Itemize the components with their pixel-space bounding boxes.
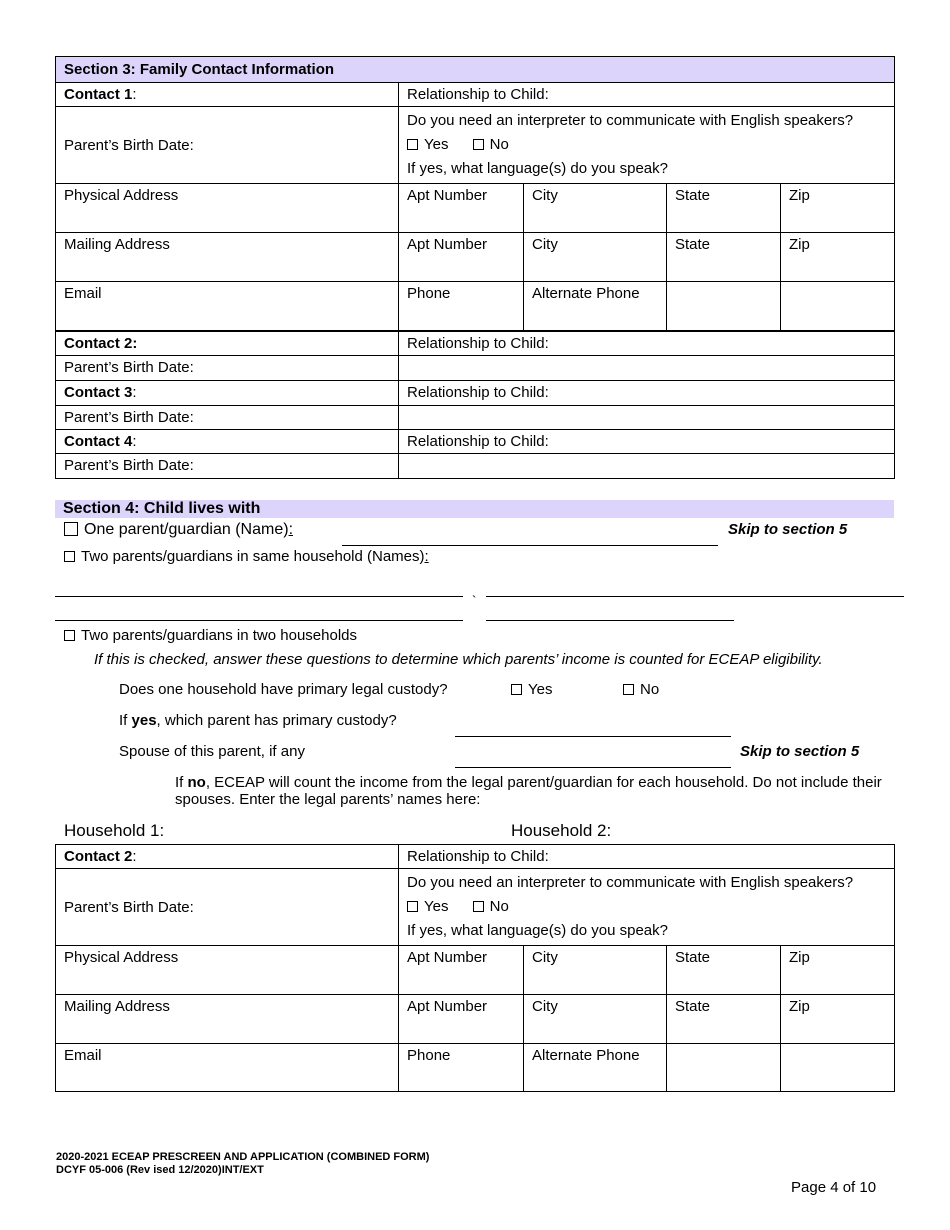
language-question: If yes, what language(s) do you speak? xyxy=(407,160,668,177)
income-instruction: If this is checked, answer these questions to determine which parents’ income is counted for ECEAP eligibility. xyxy=(94,651,823,668)
mailing-city-field[interactable]: City xyxy=(524,233,667,282)
parent-name-line-2[interactable] xyxy=(486,596,904,597)
footer-form-title: 2020-2021 ECEAP PRESCREEN AND APPLICATION (COMBINED FORM) xyxy=(56,1151,430,1163)
parent-name-line-4[interactable] xyxy=(486,620,734,621)
one-parent-option: One parent/guardian (Name): xyxy=(64,521,293,539)
physical-apt-field[interactable]: Apt Number xyxy=(399,184,524,233)
hh-interpreter-cell: Do you need an interpreter to communicate with English speakers? Yes No If yes, what language(s) do you speak? xyxy=(399,869,895,946)
hh-mailing-zip-field[interactable]: Zip xyxy=(781,995,895,1044)
hh-email-field[interactable]: Email xyxy=(56,1044,399,1092)
household-contact-table xyxy=(55,844,895,1092)
household2-label: Household 2: xyxy=(511,821,612,840)
skip-to-section5-link: Skip to section 5 xyxy=(728,521,848,538)
family-contact-table xyxy=(55,56,895,479)
contact1-birth-date-field[interactable]: Parent’s Birth Date: xyxy=(56,107,399,184)
hh-physical-address-field[interactable]: Physical Address xyxy=(56,946,399,995)
contact3-relationship-field[interactable]: Relationship to Child: xyxy=(399,381,895,406)
two-parents-same-label: Two parents/guardians in same household (Names) xyxy=(81,548,425,565)
custody-question: Does one household have primary legal custody? xyxy=(119,681,448,698)
two-parents-two-checkbox[interactable] xyxy=(64,630,75,641)
hh-contact2-label: Contact 2: xyxy=(56,845,399,869)
footer-form-number: DCYF 05-006 (Rev ised 12/2020)INT/EXT xyxy=(56,1164,264,1176)
hh-language-question: If yes, what language(s) do you speak? xyxy=(407,922,668,939)
blank-cell xyxy=(781,282,895,331)
contact2-label: Contact 2: xyxy=(56,331,399,356)
yes-label: Yes xyxy=(424,136,449,153)
mailing-address-field[interactable]: Mailing Address xyxy=(56,233,399,282)
hh-mailing-apt-field[interactable]: Apt Number xyxy=(399,995,524,1044)
blank-cell xyxy=(667,282,781,331)
primary-custody-question: If yes, which parent has primary custody? xyxy=(119,712,397,729)
hh-physical-state-field[interactable]: State xyxy=(667,946,781,995)
interpreter-question: Do you need an interpreter to communicate with English speakers? xyxy=(407,112,854,129)
hh-alt-phone-field[interactable]: Alternate Phone xyxy=(524,1044,667,1092)
physical-address-field[interactable]: Physical Address xyxy=(56,184,399,233)
parent-name-line-1[interactable] xyxy=(55,596,463,597)
hh-physical-city-field[interactable]: City xyxy=(524,946,667,995)
one-parent-checkbox[interactable] xyxy=(64,522,78,536)
if-no-instruction: If no, ECEAP will count the income from the legal parent/guardian for each household. Do not include their spouses. Enter the legal parents’ names here: xyxy=(175,774,882,808)
one-parent-label: One parent/guardian (Name) xyxy=(84,521,289,538)
contact2-birth-date-field[interactable]: Parent’s Birth Date: xyxy=(56,356,399,381)
mailing-state-field[interactable]: State xyxy=(667,233,781,282)
primary-custody-line[interactable] xyxy=(455,736,731,737)
no-label: No xyxy=(489,136,509,153)
hh-physical-zip-field[interactable]: Zip xyxy=(781,946,895,995)
two-parents-same-checkbox[interactable] xyxy=(64,551,75,562)
hh-mailing-city-field[interactable]: City xyxy=(524,995,667,1044)
one-parent-name-line[interactable] xyxy=(342,545,718,546)
custody-yes-checkbox[interactable] xyxy=(511,684,522,695)
interpreter-no-checkbox[interactable] xyxy=(473,139,484,150)
skip-to-section5-text: Skip to section 5 xyxy=(740,743,860,760)
two-parents-two-label: Two parents/guardians in two households xyxy=(81,627,358,644)
blank-cell xyxy=(781,1044,895,1092)
spouse-line[interactable] xyxy=(455,767,731,768)
household1-label: Household 1: xyxy=(64,821,165,840)
contact3-label: Contact 3: xyxy=(56,381,399,406)
custody-yes-option: Yes xyxy=(511,681,552,698)
alt-phone-field[interactable]: Alternate Phone xyxy=(524,282,667,331)
mailing-apt-field[interactable]: Apt Number xyxy=(399,233,524,282)
blank-cell xyxy=(667,1044,781,1092)
custody-no-option: No xyxy=(623,681,659,698)
mailing-zip-field[interactable]: Zip xyxy=(781,233,895,282)
hh-mailing-address-field[interactable]: Mailing Address xyxy=(56,995,399,1044)
hh-phone-field[interactable]: Phone xyxy=(399,1044,524,1092)
contact2-relationship-field[interactable]: Relationship to Child: xyxy=(399,331,895,356)
page-number: Page 4 of 10 xyxy=(791,1179,877,1196)
contact3-birth-date-field[interactable]: Parent’s Birth Date: xyxy=(56,406,399,430)
two-parents-same-option: Two parents/guardians in same household (Names): xyxy=(64,548,429,565)
section4-title: Section 4: Child lives with xyxy=(55,500,894,518)
two-parents-two-option xyxy=(64,627,357,644)
hh-birth-date-field[interactable]: Parent’s Birth Date: xyxy=(56,869,399,946)
hh-physical-apt-field[interactable]: Apt Number xyxy=(399,946,524,995)
phone-field[interactable]: Phone xyxy=(399,282,524,331)
contact4-birth-date-field[interactable]: Parent’s Birth Date: xyxy=(56,454,399,479)
contact4-label: Contact 4: xyxy=(56,430,399,454)
parent-name-line-3[interactable] xyxy=(55,620,463,621)
hh-interpreter-question: Do you need an interpreter to communicate with English speakers? xyxy=(407,874,854,891)
contact1-interpreter-cell xyxy=(399,107,895,184)
hh-relationship-field[interactable]: Relationship to Child: xyxy=(399,845,895,869)
spouse-label: Spouse of this parent, if any xyxy=(119,743,305,760)
contact1-label: Contact 1: xyxy=(56,83,399,107)
custody-no-checkbox[interactable] xyxy=(623,684,634,695)
section3-title: Section 3: Family Contact Information xyxy=(56,57,895,83)
physical-state-field[interactable]: State xyxy=(667,184,781,233)
hh-mailing-state-field[interactable]: State xyxy=(667,995,781,1044)
blank-cell xyxy=(399,454,895,479)
hh-interpreter-yes-checkbox[interactable] xyxy=(407,901,418,912)
contact4-relationship-field[interactable]: Relationship to Child: xyxy=(399,430,895,454)
tick-mark: ` xyxy=(472,593,477,608)
email-field[interactable]: Email xyxy=(56,282,399,331)
physical-city-field[interactable]: City xyxy=(524,184,667,233)
interpreter-yes-checkbox[interactable] xyxy=(407,139,418,150)
contact1-relationship-field[interactable]: Relationship to Child: xyxy=(399,83,895,107)
blank-cell xyxy=(399,356,895,381)
hh-interpreter-no-checkbox[interactable] xyxy=(473,901,484,912)
blank-cell xyxy=(399,406,895,430)
physical-zip-field[interactable]: Zip xyxy=(781,184,895,233)
